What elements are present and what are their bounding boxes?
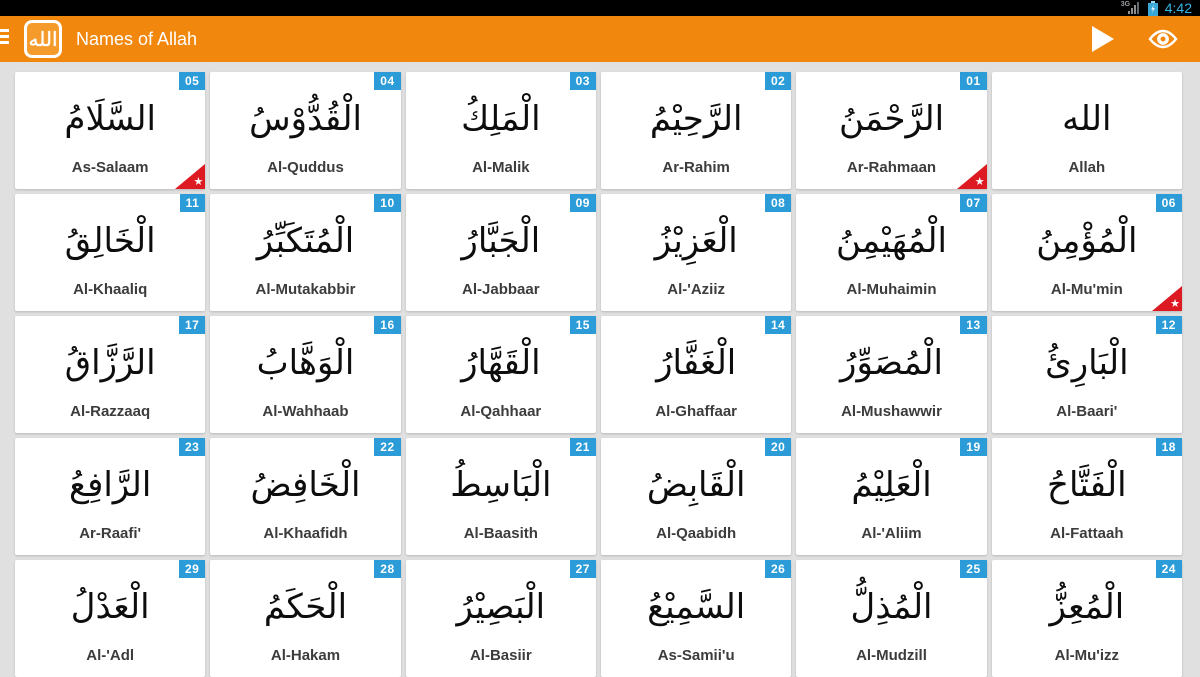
order-number-badge: 20: [765, 438, 791, 456]
transliteration-label: Al-Mudzill: [856, 647, 927, 664]
arabic-name-text: الْفَتَّاحُ: [1047, 464, 1127, 505]
order-number-badge: 13: [960, 316, 986, 334]
name-card[interactable]: [210, 316, 400, 433]
arabic-name-text: الْقَهَّارُ: [461, 342, 541, 383]
transliteration-label: Ar-Rahim: [662, 159, 730, 176]
transliteration-label: Al-Muhaimin: [846, 281, 937, 298]
view-options-button[interactable]: [1148, 27, 1178, 51]
transliteration-label: Al-Mushawwir: [841, 403, 942, 420]
arabic-name-text: السَّلَامُ: [64, 98, 156, 139]
transliteration-label: Al-Khaaliq: [73, 281, 148, 298]
order-number-badge: 18: [1156, 438, 1182, 456]
order-number-badge: 24: [1156, 560, 1182, 578]
signal-bars-icon: [1128, 2, 1141, 14]
transliteration-label: Al-'Aliim: [861, 525, 922, 542]
arabic-name-text: الْقَابِضُ: [646, 464, 746, 505]
arabic-name-text: الرَّحِيْمُ: [649, 98, 743, 139]
name-card[interactable]: [601, 316, 791, 433]
name-card[interactable]: [406, 194, 596, 311]
transliteration-label: Ar-Rahmaan: [846, 159, 937, 176]
name-card[interactable]: [601, 438, 791, 555]
arabic-name-text: الْوَهَّابُ: [256, 342, 355, 383]
name-card[interactable]: [15, 194, 205, 311]
name-card[interactable]: [601, 72, 791, 189]
status-clock: 4:42: [1164, 0, 1192, 16]
star-icon: ★: [1170, 298, 1180, 310]
page-title: Names of Allah: [76, 28, 198, 49]
arabic-name-text: الْمَلِكُ: [461, 98, 541, 139]
allah-calligraphy-glyph: الله: [28, 27, 58, 51]
order-number-badge: 21: [570, 438, 596, 456]
name-card[interactable]: [406, 72, 596, 189]
eye-icon: [1148, 27, 1178, 51]
name-card[interactable]: [406, 316, 596, 433]
arabic-name-text: الرَّزَّاقُ: [64, 342, 156, 383]
star-icon: ★: [974, 176, 985, 188]
network-type-label: 3G: [1120, 1, 1131, 8]
transliteration-label: Al-Razzaaq: [70, 403, 151, 420]
order-number-badge: 01: [960, 72, 986, 90]
transliteration-label: Al-Khaafidh: [263, 525, 348, 542]
arabic-name-text: الرَّحْمَنُ: [838, 98, 945, 139]
name-card[interactable]: [796, 72, 986, 189]
transliteration-label: Al-Wahhaab: [262, 403, 349, 420]
arabic-name-text: الْبَصِيْرُ: [456, 586, 546, 627]
name-card[interactable]: [796, 560, 986, 677]
transliteration-label: Al-Mu'min: [1050, 281, 1123, 298]
order-number-badge: 09: [570, 194, 596, 212]
name-card[interactable]: [210, 560, 400, 677]
order-number-badge: 16: [374, 316, 400, 334]
names-grid: [0, 62, 1200, 677]
transliteration-label: Al-'Aziiz: [667, 281, 726, 298]
name-card[interactable]: [210, 194, 400, 311]
status-bar: [0, 0, 1200, 16]
transliteration-label: Al-'Adl: [86, 647, 135, 664]
order-number-badge: 17: [179, 316, 205, 334]
arabic-name-text: الْعَلِيْمُ: [851, 464, 932, 505]
order-number-badge: 02: [765, 72, 791, 90]
arabic-name-text: الْغَفَّارُ: [656, 342, 737, 383]
name-card[interactable]: [406, 438, 596, 555]
transliteration-label: Al-Malik: [472, 159, 530, 176]
order-number-badge: 15: [570, 316, 596, 334]
transliteration-label: Ar-Raafi': [79, 525, 142, 542]
transliteration-label: Allah: [1068, 159, 1106, 176]
arabic-name-text: الْحَكَمُ: [263, 586, 348, 627]
name-card[interactable]: [15, 438, 205, 555]
order-number-badge: 14: [765, 316, 791, 334]
order-number-badge: 11: [180, 194, 206, 212]
name-card[interactable]: [210, 72, 400, 189]
transliteration-label: Al-Qaabidh: [656, 525, 737, 542]
order-number-badge: 26: [765, 560, 791, 578]
name-card[interactable]: [992, 316, 1182, 433]
order-number-badge: 19: [960, 438, 986, 456]
transliteration-label: Al-Ghaffaar: [655, 403, 737, 420]
bookmark-star-corner: [953, 161, 987, 189]
transliteration-label: Al-Jabbaar: [462, 281, 540, 298]
name-card[interactable]: [15, 72, 205, 189]
arabic-name-text: الْعَزِيْزُ: [654, 220, 738, 261]
app-logo-icon: [24, 20, 62, 58]
arabic-name-text: السَّمِيْعُ: [647, 586, 746, 627]
arabic-name-text: الْعَدْلُ: [70, 586, 150, 627]
order-number-badge: 27: [570, 560, 596, 578]
arabic-name-text: الْبَاسِطُ: [450, 464, 552, 505]
order-number-badge: 29: [179, 560, 205, 578]
arabic-name-text: الرَّافِعُ: [68, 464, 152, 505]
arabic-name-text: الْمُعِزُّ: [1049, 586, 1125, 627]
arabic-name-text: الْمُؤْمِنُ: [1036, 220, 1138, 261]
order-number-badge: 04: [374, 72, 400, 90]
name-card[interactable]: [15, 316, 205, 433]
name-card[interactable]: [796, 438, 986, 555]
transliteration-label: Al-Qahhaar: [460, 403, 542, 420]
drawer-menu-icon[interactable]: [0, 29, 9, 44]
name-card[interactable]: [406, 560, 596, 677]
arabic-name-text: الْقُدُّوْسُ: [249, 98, 362, 139]
name-card[interactable]: [992, 438, 1182, 555]
name-card[interactable]: [796, 316, 986, 433]
name-card[interactable]: [601, 560, 791, 677]
transliteration-label: Al-Baasith: [463, 525, 538, 542]
order-number-badge: 05: [179, 72, 205, 90]
name-card[interactable]: [601, 194, 791, 311]
transliteration-label: As-Salaam: [71, 159, 149, 176]
order-number-badge: 28: [374, 560, 400, 578]
transliteration-label: Al-Fattaah: [1050, 525, 1124, 542]
play-button[interactable]: [1092, 26, 1114, 52]
transliteration-label: Al-Mu'izz: [1054, 647, 1120, 664]
name-card[interactable]: [992, 72, 1182, 189]
transliteration-label: Al-Quddus: [267, 159, 344, 176]
order-number-badge: 06: [1156, 194, 1182, 212]
arabic-name-text: الْبَارِئُ: [1045, 342, 1129, 383]
order-number-badge: 12: [1156, 316, 1182, 334]
arabic-name-text: الْمُهَيْمِنُ: [836, 220, 947, 261]
name-card[interactable]: [796, 194, 986, 311]
name-card[interactable]: [992, 560, 1182, 677]
arabic-name-text: الْمُصَوِّرُ: [840, 342, 943, 383]
arabic-name-text: الْخَافِضُ: [250, 464, 361, 505]
transliteration-label: Al-Hakam: [270, 647, 341, 664]
transliteration-label: As-Samii'u: [657, 647, 735, 664]
order-number-badge: 25: [960, 560, 986, 578]
order-number-badge: 07: [960, 194, 986, 212]
order-number-badge: 08: [765, 194, 791, 212]
arabic-name-text: الله: [1062, 98, 1112, 139]
order-number-badge: 10: [374, 194, 400, 212]
name-card[interactable]: [210, 438, 400, 555]
battery-charging-icon: [1148, 1, 1158, 16]
star-icon: ★: [193, 176, 204, 188]
order-number-badge: 22: [374, 438, 400, 456]
order-number-badge: 23: [179, 438, 205, 456]
arabic-name-text: الْخَالِقُ: [64, 220, 156, 261]
arabic-name-text: الْمُذِلُّ: [850, 586, 933, 627]
app-header: [0, 16, 1200, 62]
name-card[interactable]: [15, 560, 205, 677]
transliteration-label: Al-Basiir: [469, 647, 532, 664]
transliteration-label: Al-Mutakabbir: [255, 281, 356, 298]
transliteration-label: Al-Baari': [1056, 403, 1118, 420]
network-signal-icon: [1121, 1, 1141, 15]
arabic-name-text: الْجَبَّارُ: [461, 220, 541, 261]
bookmark-star-corner: [171, 161, 205, 189]
bookmark-star-corner: [1148, 283, 1182, 311]
order-number-badge: 03: [570, 72, 596, 90]
name-card[interactable]: [992, 194, 1182, 311]
arabic-name-text: الْمُتَكَبِّرُ: [256, 220, 355, 261]
